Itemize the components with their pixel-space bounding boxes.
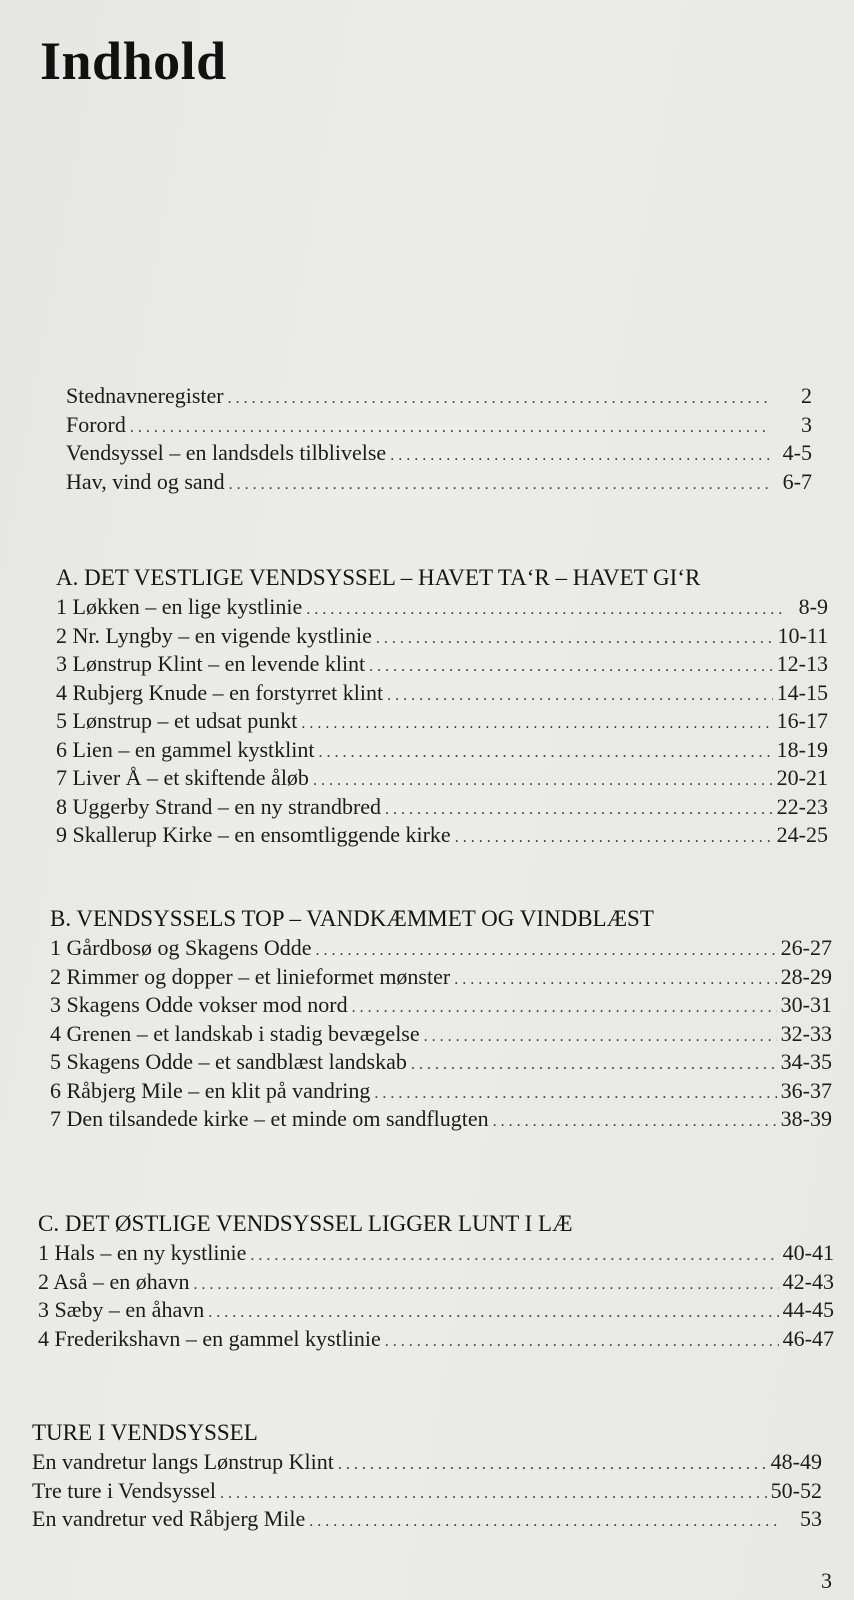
toc-entry-title: Vendsyssel – en landsdels tilblivelse: [66, 440, 387, 465]
toc-entry-pages: 26-27: [780, 935, 832, 960]
toc-entry-title: 3 Skagens Odde vokser mod nord: [50, 992, 348, 1017]
toc-entry-title: En vandretur ved Råbjerg Mile: [32, 1506, 306, 1531]
dot-leader: [194, 1271, 779, 1300]
toc-entry-title: Tre ture i Vendsyssel: [32, 1477, 216, 1503]
toc-entry-title: Hav, vind og sand: [66, 468, 225, 494]
section-heading: A. DET VESTLIGE VENDSYSSEL – HAVET TA‘R – HAVET GI‘R: [56, 565, 701, 590]
toc-entry: [32, 1448, 822, 1477]
toc-entry-pages: 24-25: [776, 822, 828, 847]
toc-entry-title: 5 Lønstrup – et udsat punkt: [56, 708, 298, 733]
dot-leader: [385, 1328, 779, 1357]
toc-entry-title: 8 Uggerby Strand – en ny strandbred: [56, 793, 382, 819]
toc-entry-pages: 46-47: [782, 1325, 834, 1351]
dot-leader: [316, 937, 777, 966]
page-number: 3: [821, 1568, 832, 1593]
dot-leader: [306, 596, 786, 625]
dot-leader: [313, 767, 773, 796]
toc-entry: [66, 382, 812, 411]
dot-leader: [220, 1480, 767, 1509]
dot-leader: [338, 1451, 767, 1480]
dot-leader: [411, 1051, 777, 1080]
toc-entry: [66, 439, 812, 468]
dot-leader: [208, 1299, 778, 1328]
toc-entry-pages: 10-11: [777, 622, 828, 648]
toc-entry-pages: 42-43: [782, 1268, 834, 1294]
toc-entry-pages: 53: [800, 1506, 822, 1531]
toc-entry-title: 4 Frederikshavn – en gammel kystlinie: [38, 1325, 381, 1351]
toc-entry: [50, 1020, 832, 1049]
toc-entry-pages: 38-39: [780, 1106, 832, 1131]
toc-entry: [56, 736, 828, 765]
toc-entry-pages: 16-17: [776, 708, 828, 733]
toc-entry-pages: 3: [801, 411, 812, 437]
toc-entry-pages: 28-29: [780, 963, 832, 989]
toc-entry-pages: 6-7: [782, 468, 812, 494]
toc-entry-pages: 12-13: [776, 651, 828, 676]
toc-entry-pages: 44-45: [782, 1297, 834, 1322]
toc-entry: [56, 622, 828, 651]
toc-entry-title: 3 Lønstrup Klint – en levende klint: [56, 651, 366, 676]
toc-entry: [56, 821, 828, 850]
toc-entry-pages: 30-31: [780, 992, 832, 1017]
toc-section-a: [56, 563, 828, 850]
toc-entry-pages: 34-35: [780, 1049, 832, 1074]
section-heading: B. VENDSYSSELS TOP – VANDKÆMMET OG VINDBLÆST: [50, 906, 654, 931]
toc-entry-pages: 32-33: [780, 1020, 832, 1046]
toc-entry-title: 9 Skallerup Kirke – en ensomtliggende kirke: [56, 822, 451, 847]
toc-entry-pages: 18-19: [776, 736, 828, 762]
toc-entry: [56, 679, 828, 708]
toc-entry-title: 2 Aså – en øhavn: [38, 1268, 190, 1294]
dot-leader: [229, 471, 770, 500]
dot-leader: [318, 739, 772, 768]
toc-entry-title: 2 Rimmer og dopper – et linieformet mønster: [50, 963, 451, 989]
toc-entry-title: 7 Liver Å – et skiftende åløb: [56, 765, 309, 790]
toc-entry-pages: 8-9: [798, 594, 828, 619]
toc-entry-pages: 4-5: [782, 440, 812, 465]
toc-entry-title: 7 Den tilsandede kirke – et minde om sandflugten: [50, 1106, 489, 1131]
toc-entry-title: 1 Hals – en ny kystlinie: [38, 1240, 247, 1265]
dot-leader: [454, 966, 776, 995]
dot-leader: [424, 1023, 777, 1052]
toc-entry: [56, 593, 828, 622]
dot-leader: [493, 1108, 777, 1137]
toc-entry-title: 4 Grenen – et landskab i stadig bevægelse: [50, 1020, 420, 1046]
toc-entry-title: 1 Gårdbosø og Skagens Odde: [50, 935, 312, 960]
toc-entry: [50, 1048, 832, 1077]
dot-leader: [352, 994, 777, 1023]
toc-entry-pages: 48-49: [770, 1449, 822, 1474]
toc-entry-pages: 14-15: [776, 679, 828, 705]
toc-entry: [38, 1239, 834, 1268]
toc-entry: [56, 650, 828, 679]
dot-leader: [130, 414, 770, 443]
toc-entry: [38, 1325, 834, 1354]
toc-entry: [38, 1268, 834, 1297]
toc-section-d: [32, 1418, 822, 1534]
toc-entry-title: 6 Lien – en gammel kystklint: [56, 736, 315, 762]
toc-entry: [50, 1077, 832, 1106]
toc-entry-title: 4 Rubjerg Knude – en forstyrret klint: [56, 679, 384, 705]
toc-section-b: [50, 904, 832, 1134]
toc-entry: [56, 707, 828, 736]
dot-leader: [250, 1242, 778, 1271]
toc-entry: [56, 764, 828, 793]
toc-entry: [56, 793, 828, 822]
page-title: Indhold: [40, 31, 227, 91]
toc-entry-pages: 2: [801, 383, 812, 408]
toc-entry: [66, 468, 812, 497]
toc-entry-title: 2 Nr. Lyngby – en vigende kystlinie: [56, 622, 372, 648]
toc-entry-title: Forord: [66, 411, 126, 437]
dot-leader: [374, 1080, 776, 1109]
dot-leader: [369, 653, 773, 682]
dot-leader: [385, 796, 773, 825]
toc-entry: [50, 963, 832, 992]
toc-entry: [50, 991, 832, 1020]
toc-entry-pages: 36-37: [780, 1077, 832, 1103]
section-heading: C. DET ØSTLIGE VENDSYSSEL LIGGER LUNT I LÆ: [38, 1211, 573, 1236]
toc-entry-title: 5 Skagens Odde – et sandblæst landskab: [50, 1049, 407, 1074]
dot-leader: [228, 385, 770, 414]
toc-entry: [32, 1477, 822, 1506]
dot-leader: [309, 1508, 780, 1537]
dot-leader: [455, 824, 773, 853]
section-heading: TURE I VENDSYSSEL: [32, 1420, 258, 1445]
dot-leader: [301, 710, 772, 739]
toc-entry-pages: 20-21: [776, 765, 828, 790]
toc-entry-title: Stednavneregister: [66, 383, 224, 408]
toc-entry-pages: 40-41: [782, 1240, 834, 1265]
toc-entry-pages: 50-52: [770, 1477, 822, 1503]
toc-entry: [50, 1105, 832, 1134]
toc-entry: [66, 411, 812, 440]
dot-leader: [390, 442, 770, 471]
toc-entry-pages: 22-23: [776, 793, 828, 819]
toc-entry: [38, 1296, 834, 1325]
toc-entry-title: 6 Råbjerg Mile – en klit på vandring: [50, 1077, 371, 1103]
dot-leader: [387, 682, 773, 711]
toc-section-intro: [66, 382, 812, 496]
dot-leader: [376, 625, 774, 654]
toc-entry: [50, 934, 832, 963]
toc-section-c: [38, 1209, 834, 1353]
toc-entry-title: En vandretur langs Lønstrup Klint: [32, 1449, 334, 1474]
toc-entry: [32, 1505, 822, 1534]
toc-entry-title: 3 Sæby – en åhavn: [38, 1297, 205, 1322]
toc-entry-title: 1 Løkken – en lige kystlinie: [56, 594, 303, 619]
